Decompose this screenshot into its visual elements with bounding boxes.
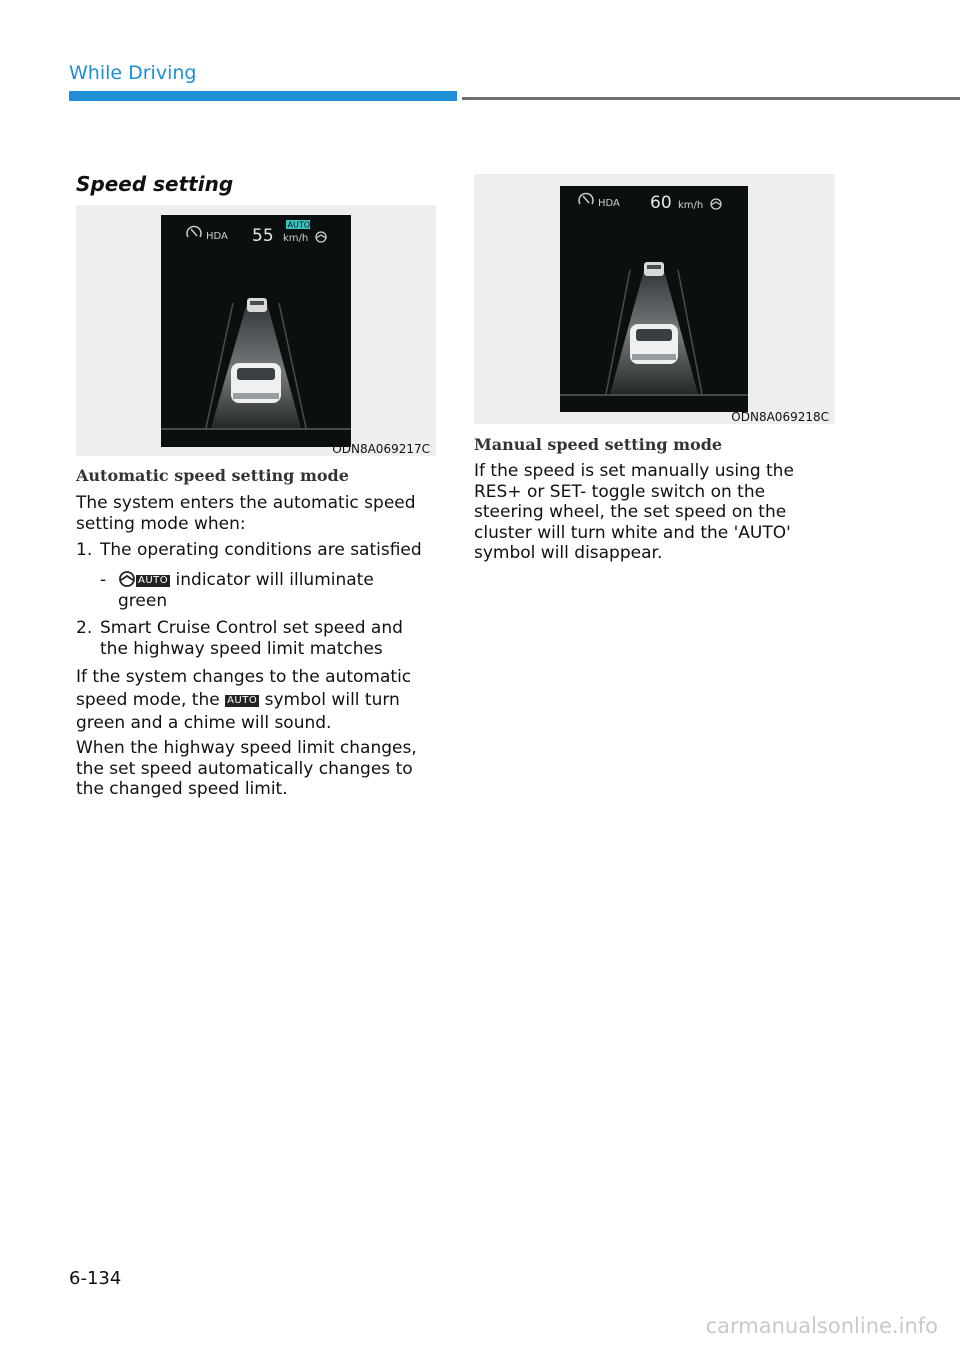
watermark: carmanualsonline.info xyxy=(705,1314,938,1338)
list-item-text: Smart Cruise Control set speed and the highway speed limit matches xyxy=(100,618,403,659)
list-item-number: 2. xyxy=(76,618,93,638)
list-item-number: 1. xyxy=(76,540,93,560)
auto-badge: AUTO xyxy=(227,695,258,706)
cluster-display xyxy=(161,215,351,447)
para2-text-before: If the system changes to the automatic speed mode, the xyxy=(76,667,412,710)
auto-mode-para2 xyxy=(76,666,436,735)
header-rule-gray xyxy=(462,97,960,100)
page-number: 6-134 xyxy=(69,1268,122,1289)
hda-label: HDA xyxy=(206,231,228,242)
auto-mode-heading: Automatic speed setting mode xyxy=(76,466,349,485)
manual-mode-text: If the speed is set manually using the RES+ or SET- toggle switch on the steering wheel, the set speed on the cluster will turn white and the 'AUTO' symbol will disappear. xyxy=(474,461,794,563)
sub-bullet-text xyxy=(118,570,418,611)
section-title: Speed setting xyxy=(76,172,234,196)
header-title: While Driving xyxy=(69,62,197,84)
set-speed: 60 xyxy=(650,193,672,213)
hda-label: HDA xyxy=(598,198,620,209)
figure-caption: ODN8A069217C xyxy=(332,442,430,456)
cluster-display xyxy=(560,186,748,412)
lead-car-icon xyxy=(644,262,664,276)
figure-caption: ODN8A069218C xyxy=(731,410,829,424)
cruise-icon xyxy=(187,226,201,237)
figure-auto-speed xyxy=(76,205,436,456)
auto-mode-intro: The system enters the automatic speed setting mode when: xyxy=(76,493,416,534)
auto-mode-para3: When the highway speed limit changes, the set speed automatically changes to the changed speed limit. xyxy=(76,738,417,799)
steering-icon xyxy=(711,199,721,209)
speed-unit: km/h xyxy=(678,200,704,211)
set-speed: 55 xyxy=(252,226,274,246)
sub-bullet-label: indicator will illuminate green xyxy=(118,570,374,611)
manual-mode-heading: Manual speed setting mode xyxy=(474,435,723,454)
auto-indicator-label: AUTO xyxy=(287,220,311,230)
lead-car-icon xyxy=(247,298,267,312)
para2-text-after: symbol will turn green and a chime will sound. xyxy=(76,690,400,733)
auto-badge: AUTO xyxy=(138,575,169,586)
own-car-icon xyxy=(630,324,678,364)
figure-manual-speed xyxy=(474,174,835,424)
own-car-icon xyxy=(231,363,281,403)
list-item-text: The operating conditions are satisfied xyxy=(100,540,422,560)
sub-bullet-dash: - xyxy=(100,570,107,590)
steering-icon xyxy=(316,232,326,242)
steering-auto-icon xyxy=(118,570,136,588)
cruise-icon xyxy=(579,193,593,204)
header-rule-blue xyxy=(69,91,457,101)
speed-unit: km/h xyxy=(283,233,309,244)
